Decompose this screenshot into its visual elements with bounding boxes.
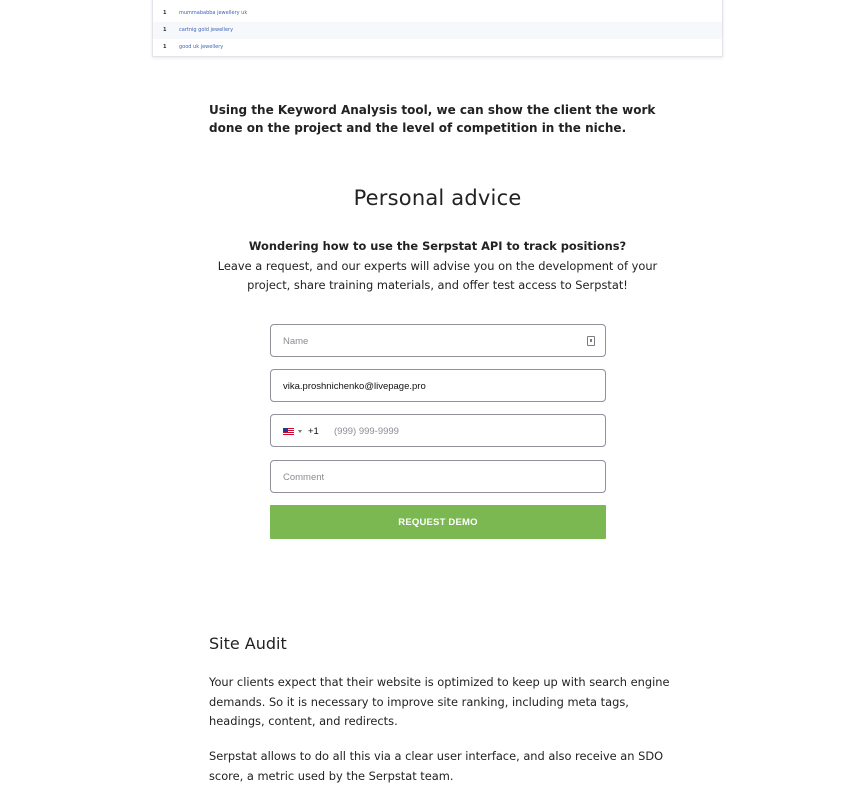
table-row <box>153 39 722 56</box>
name-input[interactable] <box>270 324 606 357</box>
lead-paragraph: Using the Keyword Analysis tool, we can show the client the work done on the project and the level of competition in the niche. <box>209 103 656 135</box>
row-keyword-link[interactable]: good uk jewellery <box>179 44 224 50</box>
phone-input[interactable] <box>270 414 606 447</box>
comment-placeholder: Comment <box>283 472 325 483</box>
us-flag-icon[interactable] <box>283 428 294 435</box>
request-demo-button[interactable]: REQUEST DEMO <box>270 505 606 539</box>
row-position: 1 <box>163 10 167 16</box>
email-value: vika.proshnichenko@livepage.pro <box>283 381 426 392</box>
site-audit-paragraph: Your clients expect that their website is optimized to keep up with search engine demands. So it is necessary to improve site ranking, including meta tags, headings, content, and redirects. <box>209 675 670 728</box>
site-audit-paragraph: Serpstat allows to do all this via a clear user interface, and also receive an SDO score, a metric used by the Serpstat team. <box>209 749 664 783</box>
keyword-table-screenshot <box>152 0 723 57</box>
name-placeholder: Name <box>283 336 309 347</box>
advice-description: Leave a request, and our experts will advise you on the development of your project, share training materials, and offer test access to Serpstat! <box>217 259 658 292</box>
row-position: 1 <box>163 27 167 33</box>
comment-input[interactable] <box>270 460 606 493</box>
phone-dial-code: +1 <box>308 426 319 437</box>
row-position: 1 <box>163 44 167 50</box>
autofill-icon[interactable] <box>587 336 595 346</box>
site-audit-heading: Site Audit <box>209 634 287 653</box>
row-keyword-link[interactable]: cartnig gold jewellery <box>179 27 234 33</box>
email-input[interactable] <box>270 369 606 402</box>
phone-placeholder: (999) 999-9999 <box>334 426 399 437</box>
table-row <box>153 22 722 39</box>
caret-down-icon[interactable] <box>298 430 302 433</box>
row-keyword-link[interactable]: mummababba jewellery uk <box>179 10 248 16</box>
advice-question: Wondering how to use the Serpstat API to track positions? <box>248 239 627 253</box>
personal-advice-title: Personal advice <box>353 186 522 210</box>
table-row <box>153 5 722 22</box>
